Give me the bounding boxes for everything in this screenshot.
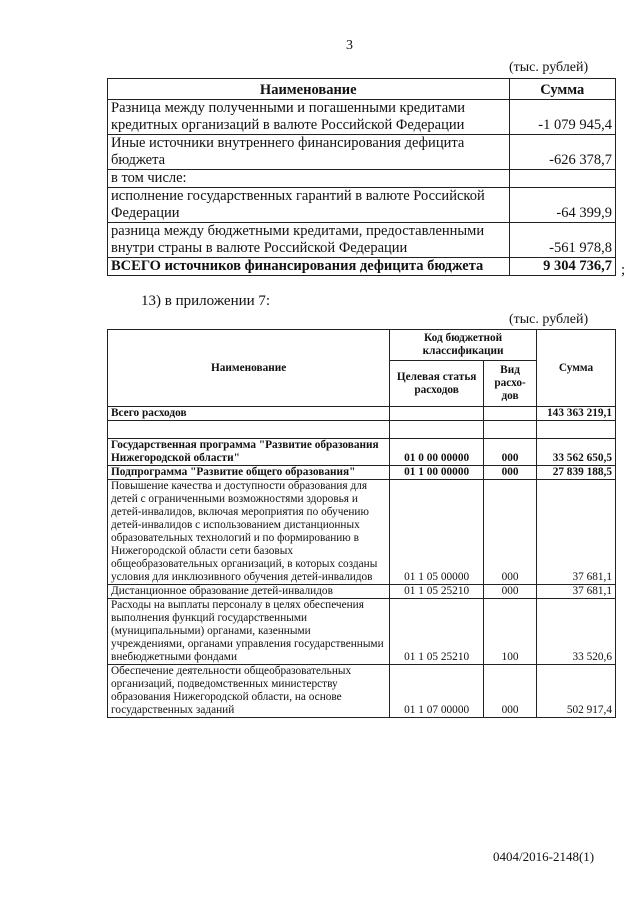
table2-unit: (тыс. рублей)	[509, 312, 589, 327]
table-row	[108, 480, 616, 585]
row-amount: 502 917,4	[537, 665, 616, 718]
table-row	[108, 170, 616, 188]
row-name: разница между бюджетными кредитами, предоставленными внутри страны в валюте Российской Федерации	[108, 223, 510, 258]
row-name: Расходы на выплаты персоналу в целях обеспечения выполнения функций государственными (муниципальными) органами, казенными учреждениями, органами управления государственными внебюджетными фондами	[108, 599, 390, 665]
row-amount: 27 839 188,5	[537, 466, 616, 480]
table1-header	[108, 79, 616, 100]
table2-header-type: Вид расхо-дов	[484, 361, 537, 407]
row-article: 01 1 05 25210	[390, 599, 484, 665]
row-type	[484, 407, 537, 421]
annex-intro: 13) в приложении 7:	[141, 293, 271, 309]
row-type	[484, 421, 537, 439]
table2-header-name: Наименование	[108, 330, 390, 407]
row-name: Государственная программа "Развитие образования Нижегородской области"	[108, 439, 390, 466]
row-article: 01 1 07 00000	[390, 665, 484, 718]
row-type: 000	[484, 665, 537, 718]
row-amount: 33 520,6	[537, 599, 616, 665]
table-row	[108, 599, 616, 665]
row-amount: -64 399,9	[509, 188, 615, 223]
row-name: исполнение государственных гарантий в валюте Российской Федерации	[108, 188, 510, 223]
table-row	[108, 466, 616, 480]
row-name: в том числе:	[108, 170, 510, 188]
row-amount: 37 681,1	[537, 585, 616, 599]
table-row	[108, 100, 616, 135]
page-number: 3	[346, 38, 353, 53]
row-name: Дистанционное образование детей-инвалидов	[108, 585, 390, 599]
row-article	[390, 407, 484, 421]
table2-header-amount: Сумма	[537, 330, 616, 407]
table1-unit: (тыс. рублей)	[509, 60, 589, 75]
table1-header-name: Наименование	[108, 79, 510, 100]
row-type: 000	[484, 466, 537, 480]
row-name: Иные источники внутреннего финансирования дефицита бюджета	[108, 135, 510, 170]
table-row	[108, 407, 616, 421]
table1-total-row	[108, 258, 616, 276]
table2-header-row1	[108, 330, 616, 361]
row-name: Разница между полученными и погашенными кредитами кредитных организаций в валюте Российской Федерации	[108, 100, 510, 135]
row-type: 100	[484, 599, 537, 665]
table-row	[108, 665, 616, 718]
table-row	[108, 223, 616, 258]
total-amount: 9 304 736,7	[509, 258, 615, 276]
row-amount: -561 978,8	[509, 223, 615, 258]
row-name: Подпрограмма "Развитие общего образования"	[108, 466, 390, 480]
row-amount: -626 378,7	[509, 135, 615, 170]
total-name: ВСЕГО источников финансирования дефицита бюджета	[108, 258, 510, 276]
row-type: 000	[484, 439, 537, 466]
table-row	[108, 585, 616, 599]
table1-header-amount: Сумма	[509, 79, 615, 100]
row-article: 01 0 00 00000	[390, 439, 484, 466]
row-type: 000	[484, 480, 537, 585]
row-name: Всего расходов	[108, 407, 390, 421]
row-article	[390, 421, 484, 439]
table-row	[108, 188, 616, 223]
row-amount	[509, 170, 615, 188]
row-type: 000	[484, 585, 537, 599]
table-row	[108, 135, 616, 170]
sources-table	[107, 78, 616, 276]
total-suffix: ;	[621, 262, 626, 278]
row-name: Повышение качества и доступности образования для детей с ограниченными возможностями здоровья и детей-инвалидов, включая мероприятия по обучению детей-инвалидов с использованием дистанционных образовательных технологий и по формированию в Нижегородской области сети базовых общеобразовательных организаций, в которых созданы условия для инклюзивного обучения детей-инвалидов	[108, 480, 390, 585]
row-amount: 37 681,1	[537, 480, 616, 585]
row-article: 01 1 05 25210	[390, 585, 484, 599]
row-name: Обеспечение деятельности общеобразовательных организаций, подведомственных министерству образования Нижегородской области, на основе государственных заданий	[108, 665, 390, 718]
expenses-table	[107, 329, 616, 718]
table2-header-code: Код бюджетной классификации	[390, 330, 537, 361]
document-code: 0404/2016-2148(1)	[493, 849, 595, 864]
table-row	[108, 439, 616, 466]
row-name	[108, 421, 390, 439]
row-amount	[537, 421, 616, 439]
table-row	[108, 421, 616, 439]
row-amount: 143 363 219,1	[537, 407, 616, 421]
row-article: 01 1 05 00000	[390, 480, 484, 585]
row-amount: 33 562 650,5	[537, 439, 616, 466]
table2-header-article: Целевая статья расходов	[390, 361, 484, 407]
row-article: 01 1 00 00000	[390, 466, 484, 480]
row-amount: -1 079 945,4	[509, 100, 615, 135]
